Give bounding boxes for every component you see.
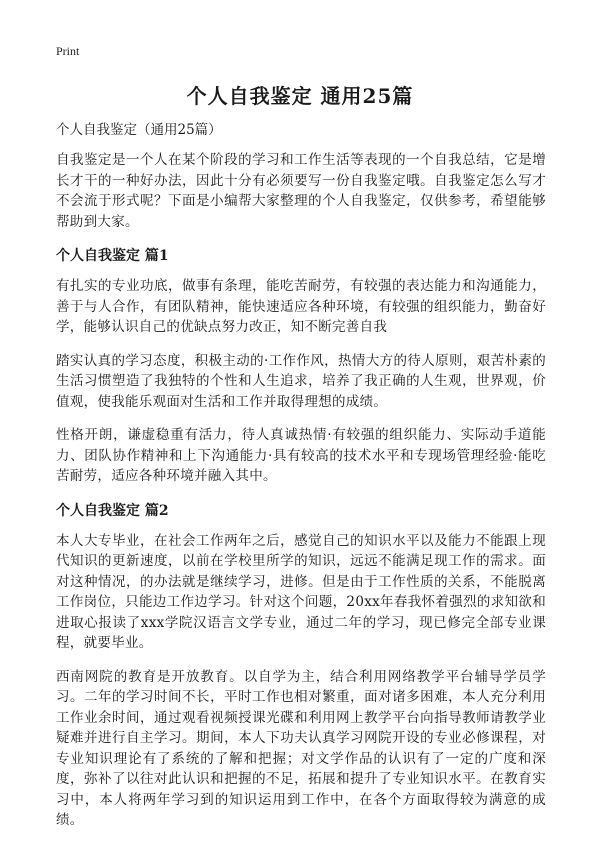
section-heading-2: 个人自我鉴定 篇2 [56,502,169,519]
intro-paragraph: 自我鉴定是一个人在某个阶段的学习和工作生活等表现的一个自我总结，它是增长才干的一种好办法，因此十分有必须要写一份自我鉴定哦。自我鉴定怎么写才不会流于形式呢？下面是小编帮大家整理的个人自我鉴定，仅供参考，希望能够帮助到大家。 [56,152,546,230]
page-title: 个人自我鉴定 通用25篇 [186,84,414,108]
section-1-paragraph-1: 有扎实的专业功底，做事有条理，能吃苦耐劳，有较强的表达能力和沟通能力，善于与人合作，有团队精神，能快速适应各种环境，有较强的组织能力，勤奋好学，能够认识自己的优缺点努力改正，知不断完善自我 [56,278,546,335]
section-1-paragraph-3: 性格开朗，谦虚稳重有活力，待人真诚热情·有较强的组织能力、实际动手道能力、团队协作精神和上下沟通能力·具有较高的技术水平和专现场管理经验·能吃苦耐劳，适应各种环境并融入其中。 [56,427,546,484]
section-2-paragraph-2: 西南网院的教育是开放教育。以自学为主，结合利用网络教学平台辅导学员学习。二年的学习时间不长，平时工作也相对繁重，面对诸多困难，本人充分利用工作业余时间，通过观看视频授课光碟和利用网上教学平台向指导教师请教学业疑难并进行自主学习。期间，本人下功夫认真学习网院开设的专业必修课程，对专业知识理论有了系统的了解和把握；对文学作品的认识有了一定的广度和深度，弥补了以往对此认识和把握的不足，拓展和提升了专业知识水平。在教育实习中，本人将两年学习到的知识运用到工作中，在各个方面取得较为满意的成绩。 [56,668,546,828]
section-2-paragraph-1: 本人大专毕业，在社会工作两年之后，感觉自己的知识水平以及能力不能跟上现代知识的更新速度，以前在学校里所学的知识，远远不能满足现工作的需求。面对这种情况，的办法就是继续学习，进修。但是由于工作性质的关系，不能脱离工作岗位，只能边工作边学习。针对这个问题，20xx年春我怀着强烈的求知欲和进取心报读了xxx学院汉语言文学专业，通过二年的学习，现已修完全部专业课程，就要毕业。 [56,532,546,651]
section-1-paragraph-2: 踏实认真的学习态度，积极主动的·工作作风，热情大方的待人原则，艰苦朴素的生活习惯塑造了我独特的个性和人生追求，培养了我正确的人生观，世界观，价值观，使我能乐观面对生活和工作并取得理想的成绩。 [56,352,546,410]
print-link[interactable]: Print [56,44,80,58]
document-subtitle: 个人自我鉴定（通用25篇） [56,122,222,138]
section-heading-1: 个人自我鉴定 篇1 [56,248,169,264]
document-body [56,120,546,844]
